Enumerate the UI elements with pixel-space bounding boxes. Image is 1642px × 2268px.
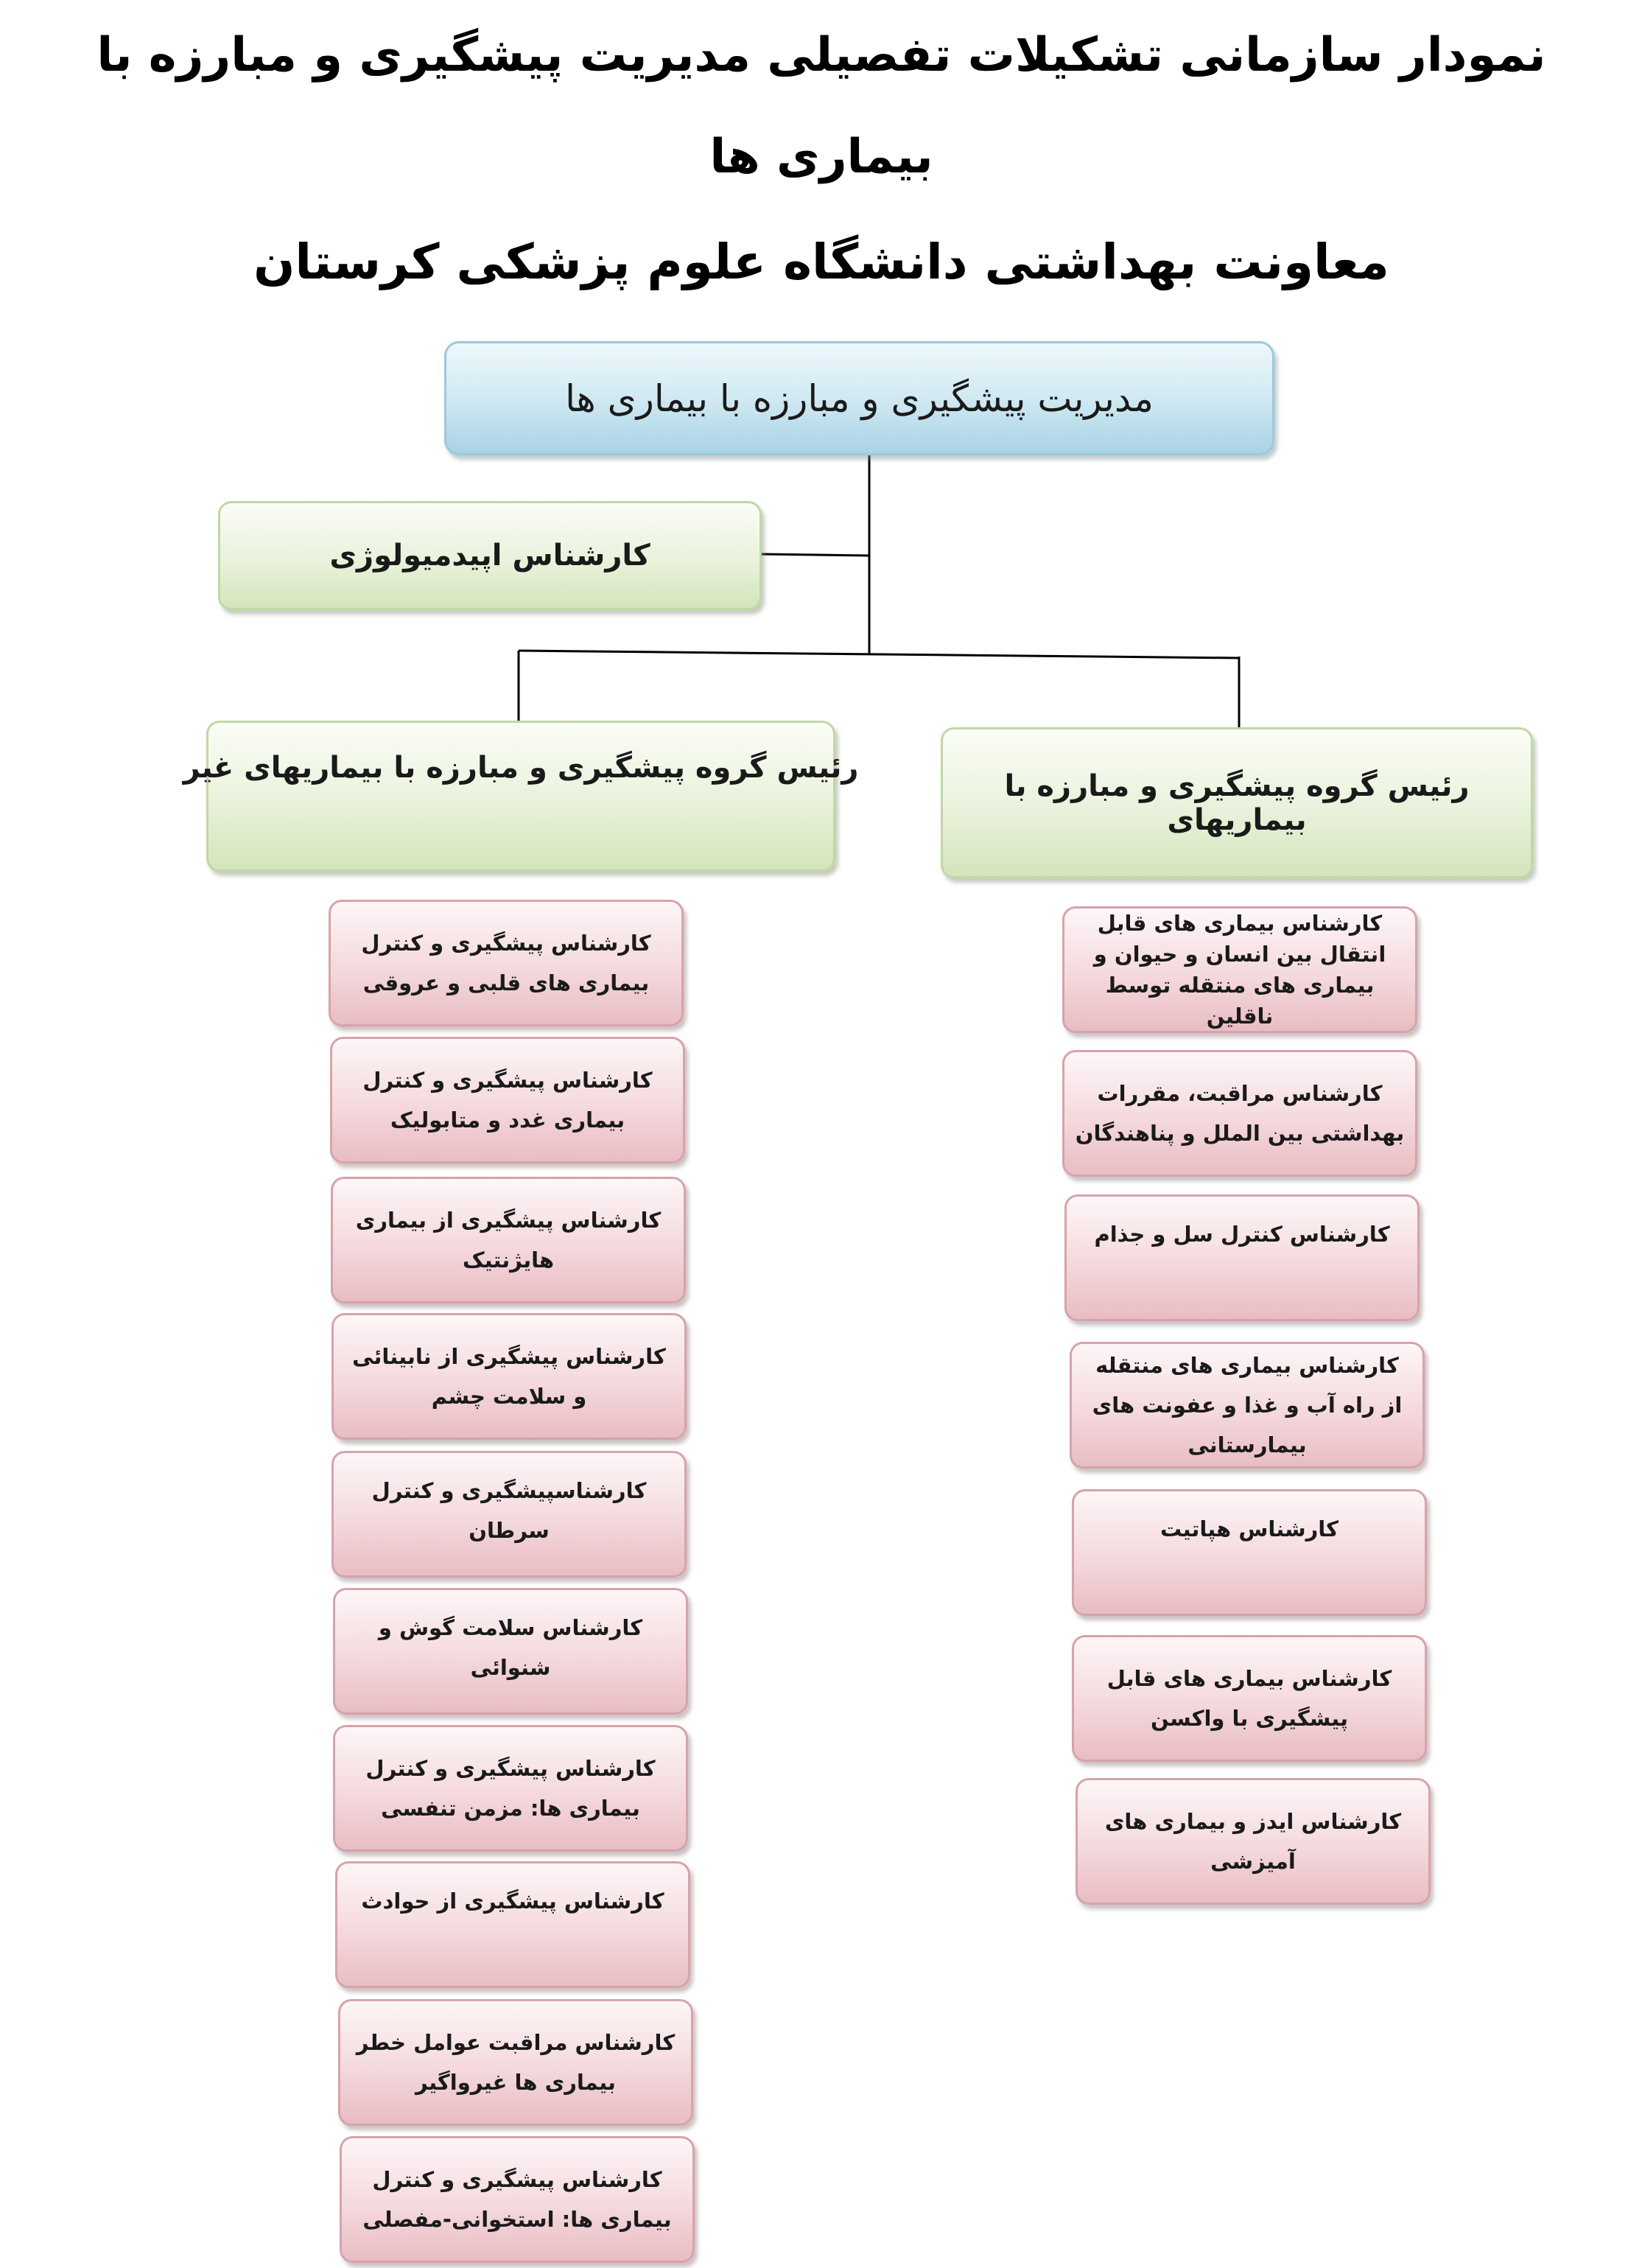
left-item-10: کارشناس پیشگیری و کنترل بیماری ها: استخوانی-مفصلی [340,2136,695,2263]
epidemiology-node: کارشناس اپیدمیولوژی [218,501,762,610]
page-title-line-2: بیماری ها [709,130,933,184]
horizontal-branch-line [519,651,1239,658]
root-node: مدیریت پیشگیری و مبارزه با بیماری ها [444,341,1274,455]
left-item-1: کارشناس پیشگیری و کنترل بیماری های قلبی و عروقی [329,900,684,1026]
right-item-5: کارشناس هپاتیت [1072,1489,1427,1616]
left-item-5: کارشناسپیشگیری و کنترل سرطان [331,1451,687,1578]
right-item-4: کارشناس بیماری های منتقله از راه آب و غذا و عفونت های بیمارستانی [1070,1342,1425,1469]
page-subtitle: معاونت بهداشتی دانشگاه علوم پزشکی کرستان [253,234,1389,290]
left-item-6: کارشناس سلامت گوش و شنوائی [333,1588,688,1715]
right-item-2: کارشناس مراقبت، مقررات بهداشتی بین الملل و پناهندگان [1062,1050,1417,1177]
left-item-9: کارشناس مراقبت عوامل خطر بیماری ها غیرواگیر [338,1999,693,2126]
left-item-3: کارشناس پیشگیری از بیماری هایژنتیک [331,1177,686,1303]
left-item-8: کارشناس پیشگیری از حوادث [335,1861,690,1988]
left-item-4: کارشناس پیشگیری از نابینائی و سلامت چشم [331,1313,687,1440]
left-item-7: کارشناس پیشگیری و کنترل بیماری ها: مزمن تنفسی [333,1725,688,1852]
right-item-1: کارشناس بیماری های قابل انتقال بین انسان و حیوان و بیماری های منتقله توسط ناقلین [1062,906,1417,1033]
left-item-2: کارشناس پیشگیری و کنترل بیماری غدد و متابولیک [330,1037,685,1163]
noncommunicable-group-header: رئیس گروه پیشگیری و مبارزه با بیماریهای غیر [206,721,835,872]
right-item-6: کارشناس بیماری های قابل پیشگیری با واکسن [1072,1635,1427,1762]
right-item-3: کارشناس کنترل سل و جذام [1064,1194,1420,1321]
page-title-line-1: نمودار سازمانی تشکیلات تفصیلی مدیریت پیشگیری و مبارزه با [97,28,1546,83]
epidemiology-connector-line [762,554,869,556]
communicable-group-header: رئیس گروه پیشگیری و مبارزه با بیماریهای [941,727,1533,878]
right-item-7: کارشناس ایدز و بیماری های آمیزشی [1076,1778,1431,1905]
